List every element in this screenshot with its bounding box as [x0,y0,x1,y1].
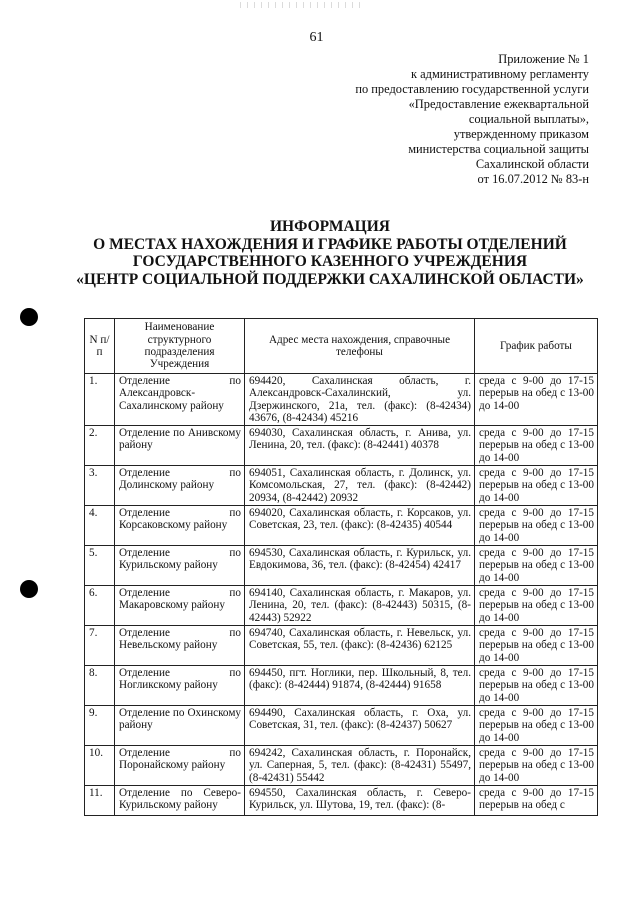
title-line: ГОСУДАРСТВЕННОГО КАЗЕННОГО УЧРЕЖДЕНИЯ [132,253,528,270]
header-number: N п/п [85,319,115,374]
department-name: Отделение по Корсаковскому району [115,506,245,546]
department-address: 694030, Сахалинская область, г. Анива, ул. Ленина, 20, тел. (факс): (8-42441) 40378 [245,426,475,466]
table-row [85,374,598,426]
department-name: Отделение по Анивскому району [115,426,245,466]
department-name: Отделение по Долинскому району [115,466,245,506]
appendix-line: министерства социальной защиты [408,142,589,156]
appendix-line: социальной выплаты», [468,112,589,126]
table-row [85,746,598,786]
department-address: 694020, Сахалинская область, г. Корсаков, ул. Советская, 23, тел. (факс): (8-42435) 40544 [245,506,475,546]
table-row [85,546,598,586]
header-address: Адрес места нахождения, справочные телефоны [245,319,475,374]
department-name: Отделение по Макаровскому району [115,586,245,626]
department-address: 694490, Сахалинская область, г. Оха, ул. Советская, 31, тел. (факс): (8-42437) 50627 [245,706,475,746]
table-row [85,626,598,666]
department-name: Отделение по Александровск-Сахалинскому району [115,374,245,426]
row-number: 6. [85,586,115,626]
table-row [85,586,598,626]
row-number: 10. [85,746,115,786]
department-address: 694242, Сахалинская область, г. Поронайск, ул. Саперная, 5, тел. (факс): (8-42431) 55497, (8-42431) 55442 [245,746,475,786]
department-schedule: среда с 9-00 до 17-15 перерыв на обед с 13-00 до 14-00 [475,586,598,626]
table-row [85,466,598,506]
scan-artifact [240,2,360,8]
row-number: 5. [85,546,115,586]
row-number: 8. [85,666,115,706]
row-number: 11. [85,786,115,816]
row-number: 2. [85,426,115,466]
punch-hole [20,308,38,326]
department-schedule: среда с 9-00 до 17-15 перерыв на обед с 13-00 до 14-00 [475,666,598,706]
header-schedule: График работы [475,319,598,374]
department-address: 694051, Сахалинская область, г. Долинск, ул. Комсомольская, 27, тел. (факс): (8-42442) 20934, (8-42442) 20932 [245,466,475,506]
title-line: О МЕСТАХ НАХОЖДЕНИЯ И ГРАФИКЕ РАБОТЫ ОТДЕЛЕНИЙ [93,235,567,253]
department-schedule: среда с 9-00 до 17-15 перерыв на обед с 13-00 до 14-00 [475,626,598,666]
table-header-row [85,319,598,374]
title-line: ИНФОРМАЦИЯ [270,218,390,235]
table-row [85,706,598,746]
appendix-line: по предоставлению государственной услуги [355,82,589,96]
department-schedule: среда с 9-00 до 17-15 перерыв на обед с 13-00 до 14-00 [475,426,598,466]
department-address: 694140, Сахалинская область, г. Макаров, ул. Ленина, 20, тел. (факс): (8-42443) 50315, (8-42443) 52922 [245,586,475,626]
department-name: Отделение по Охинскому району [115,706,245,746]
department-address: 694740, Сахалинская область, г. Невельск, ул. Советская, 55, тел. (факс): (8-42436) 62125 [245,626,475,666]
row-number: 7. [85,626,115,666]
row-number: 3. [85,466,115,506]
department-schedule: среда с 9-00 до 17-15 перерыв на обед с 13-00 до 14-00 [475,506,598,546]
page-number: 61 [309,30,324,45]
header-name: Наименование структурного подразделения Учреждения [115,319,245,374]
table-row [85,506,598,546]
document-title [60,218,600,288]
table-row [85,666,598,706]
appendix-line: к административному регламенту [411,67,589,81]
department-schedule: среда с 9-00 до 17-15 перерыв на обед с 13-00 до 14-00 [475,374,598,426]
row-number: 4. [85,506,115,546]
department-name: Отделение по Невельскому району [115,626,245,666]
department-name: Отделение по Курильскому району [115,546,245,586]
row-number: 1. [85,374,115,426]
department-address: 694530, Сахалинская область, г. Курильск, ул. Евдокимова, 36, тел. (факс): (8-42454) 42417 [245,546,475,586]
department-schedule: среда с 9-00 до 17-15 перерыв на обед с 13-00 до 14-00 [475,706,598,746]
punch-hole [20,580,38,598]
department-name: Отделение по Ногликскому району [115,666,245,706]
department-address: 694420, Сахалинская область, г. Александровск-Сахалинский, ул. Дзержинского, 21а, тел. (факс): (8-42434) 43676, (8-42434) 45216 [245,374,475,426]
department-address: 694450, пгт. Ноглики, пер. Школьный, 8, тел. (факс): (8-42444) 91874, (8-42444) 91658 [245,666,475,706]
appendix-line: Приложение № 1 [498,52,589,66]
departments-table [84,318,598,816]
appendix-line: «Предоставление ежеквартальной [408,97,589,111]
department-schedule: среда с 9-00 до 17-15 перерыв на обед с 13-00 до 14-00 [475,466,598,506]
department-schedule: среда с 9-00 до 17-15 перерыв на обед с 13-00 до 14-00 [475,546,598,586]
title-line: «ЦЕНТР СОЦИАЛЬНОЙ ПОДДЕРЖКИ САХАЛИНСКОЙ ОБЛАСТИ» [76,270,584,288]
appendix-line: Сахалинской области [475,157,589,171]
department-name: Отделение по Поронайскому району [115,746,245,786]
appendix-line: утвержденному приказом [453,127,589,141]
table-row [85,426,598,466]
row-number: 9. [85,706,115,746]
department-schedule: среда с 9-00 до 17-15 перерыв на обед с 13-00 до 14-00 [475,746,598,786]
department-address: 694550, Сахалинская область, г. Северо-Курильск, ул. Шутова, 19, тел. (факс): (8- [245,786,475,816]
department-schedule: среда с 9-00 до 17-15 перерыв на обед с [475,786,598,816]
appendix-block [269,52,589,187]
department-name: Отделение по Северо-Курильскому району [115,786,245,816]
appendix-line: от 16.07.2012 № 83-н [477,172,589,186]
table-row [85,786,598,816]
